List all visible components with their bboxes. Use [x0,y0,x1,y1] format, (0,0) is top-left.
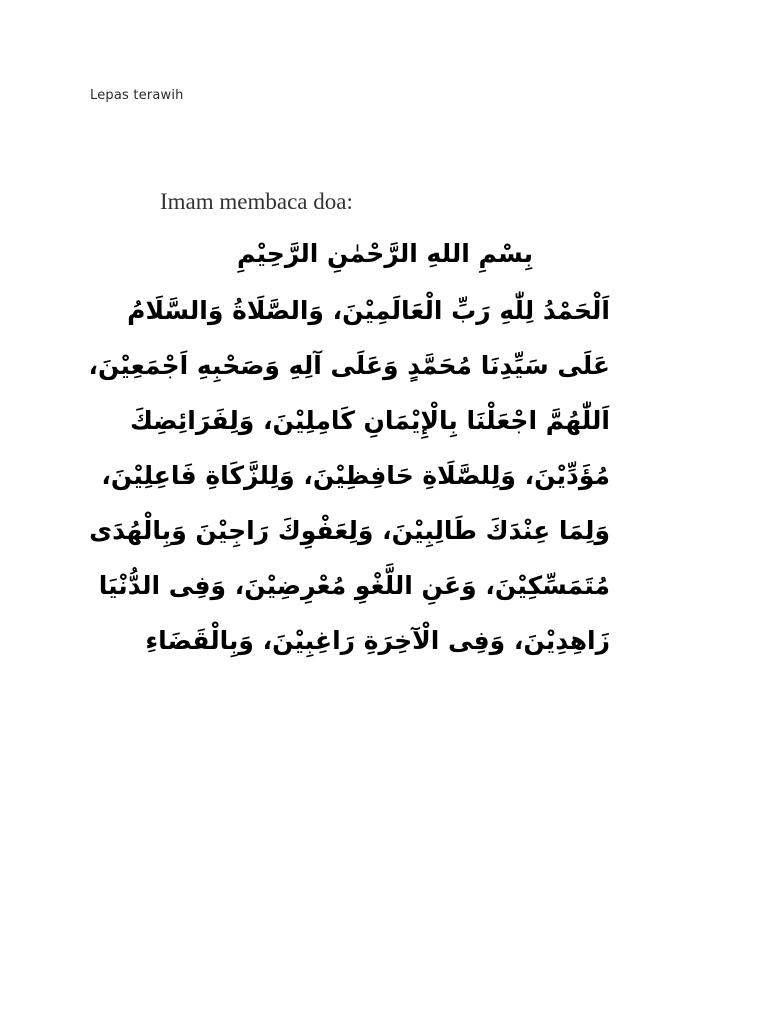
prayer-line: اَللّٰهُمَّ اجْعَلْنَا بِالْإِيْمَانِ كَامِلِيْنَ، وَلِفَرَائِضِكَ [130,405,610,435]
prayer-line: زَاهِدِيْنَ، وَفِى الْآخِرَةِ رَاغِبِيْنَ، وَبِالْقَضَاءِ [145,625,610,655]
prayer-line: وَلِمَا عِنْدَكَ طَالِبِيْنَ، وَلِعَفْوِكَ رَاجِيْنَ وَبِالْهُدَى [89,515,610,545]
prayer-heading: Imam membaca doa: [160,189,353,214]
prayer-line: اَلْحَمْدُ لِلّٰهِ رَبِّ الْعَالَمِيْنَ، وَالصَّلَاةُ وَالسَّلَامُ [127,295,610,325]
prayer-line: عَلَى سَيِّدِنَا مُحَمَّدٍ وَعَلَى آلِهِ وَصَحْبِهِ اَجْمَعِيْنَ، [88,350,610,380]
scanned-prayer-image [88,188,610,668]
page-note: Lepas terawih [90,88,184,103]
prayer-line: مُؤَدِّيْنَ، وَلِلصَّلَاةِ حَافِظِيْنَ، وَلِلزَّكَاةِ فَاعِلِيْنَ، [101,460,610,490]
prayer-line: مُتَمَسِّكِيْنَ، وَعَنِ اللَّغْوِ مُعْرِضِيْنَ، وَفِى الدُّنْيَا [98,570,610,600]
basmala-line: بِسْمِ اللهِ الرَّحْمٰنِ الرَّحِيْمِ [237,238,533,268]
prayer-text [88,283,610,668]
